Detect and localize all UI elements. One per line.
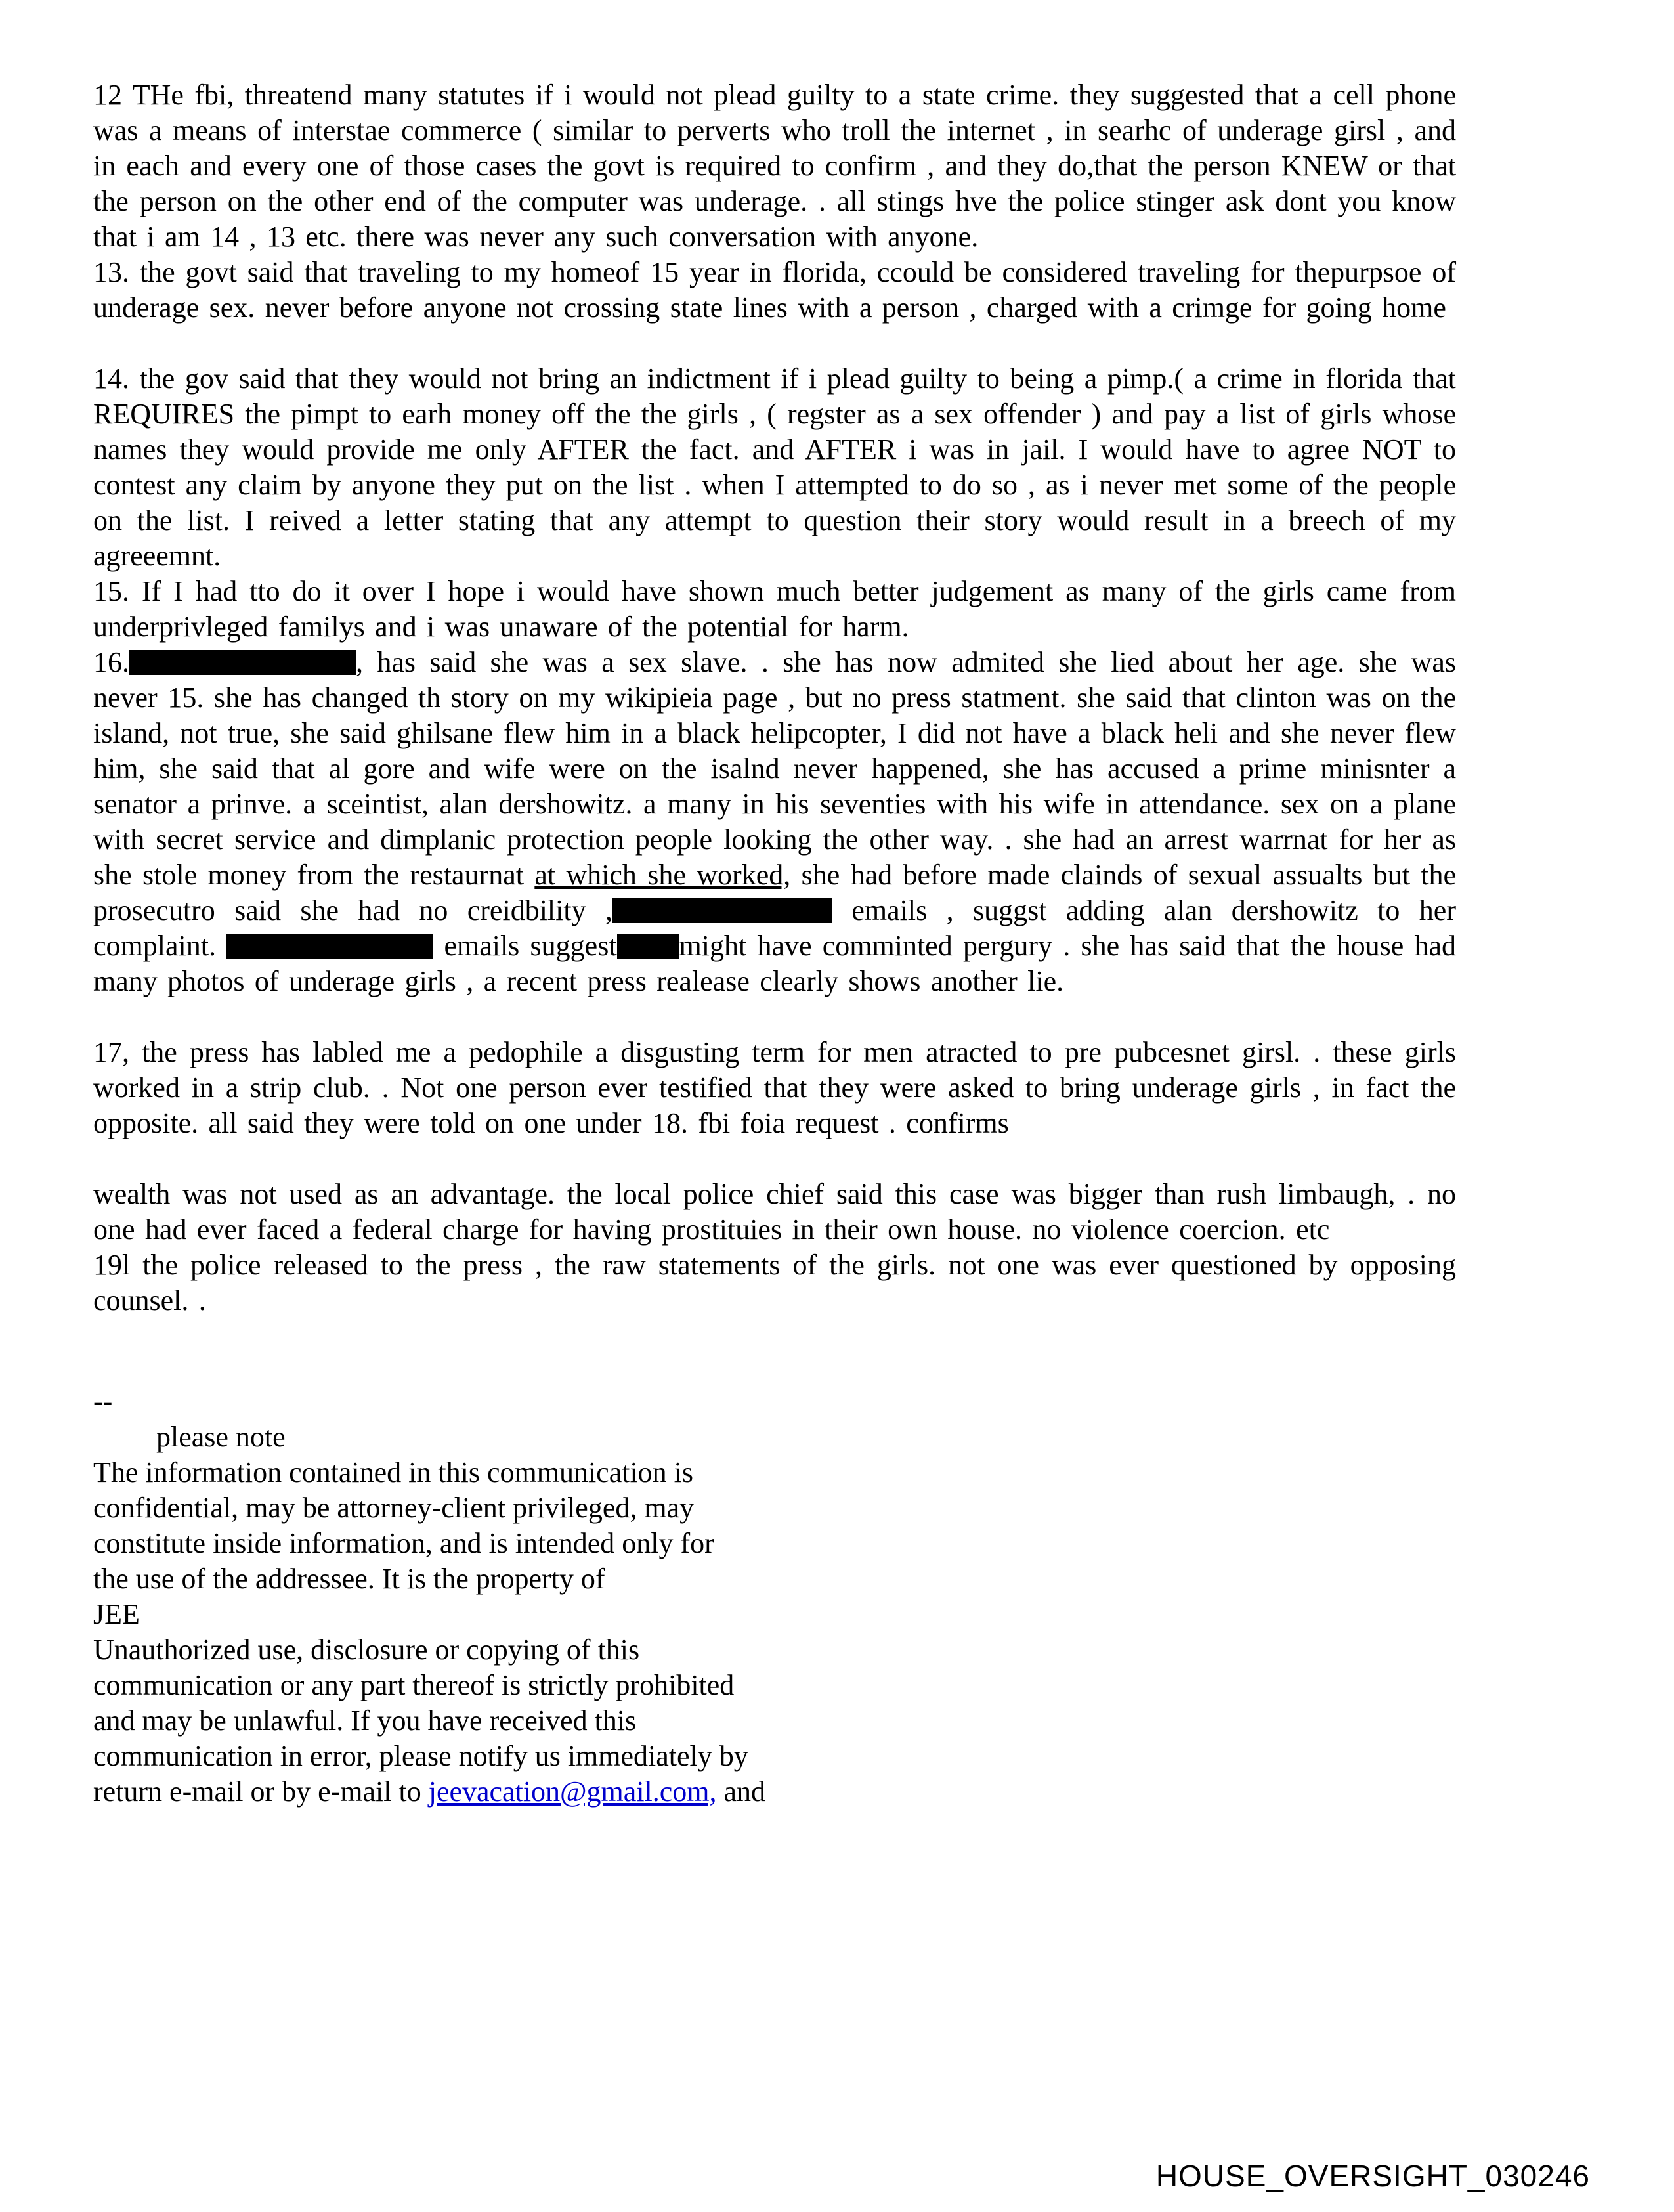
paragraph-19: 19l the police released to the press , the raw statements of the girls. not one was ever questioned by opposing counsel. . [93,1249,1456,1316]
note-last-line [93,1774,920,1810]
note-line: communication in error, please notify us immediately by [93,1740,748,1772]
paragraph-15: 15. If I had tto do it over I hope i would have shown much better judgement as many of the girls came from underprivleged familys and i was unaware of the potential for harm. [93,575,1456,643]
note-heading: please note [156,1421,286,1453]
document-id-label: HOUSE_OVERSIGHT_030246 [1155,2159,1590,2193]
email-link[interactable]: jeevacation@gmail.com, [428,1775,717,1808]
note-line: and may be unlawful. If you have received this [93,1704,637,1737]
note-line: Unauthorized use, disclosure or copying of this [93,1634,640,1666]
paragraph-16-text: emails , suggst adding alan dershowitz to her complaint. [93,894,1456,962]
signature-separator: -- [93,1385,113,1418]
note-line: the use of the addressee. It is the property of [93,1563,605,1595]
confidentiality-note [93,1420,920,1810]
redaction-bar [617,934,679,959]
note-text-after-link: and [716,1775,766,1808]
redaction-bar [612,898,832,923]
note-line: confidential, may be attorney-client privileged, may [93,1492,695,1524]
note-line: communication or any part thereof is strictly prohibited [93,1669,735,1701]
note-line: The information contained in this communication is [93,1456,694,1488]
underlined-phrase: at which she worked, [534,859,791,891]
paragraph-16 [93,645,1456,999]
note-line: JEE [93,1598,140,1630]
redaction-bar [129,650,356,675]
paragraph-18: wealth was not used as an advantage. the local police chief said this case was bigger than rush limbaugh, . no one had ever faced a federal charge for having prostituies in their own house. no violence coercion. etc [93,1178,1456,1246]
paragraph-16-text: she had before made clainds of sexual assualts but the prosecutro said she had no creidbility , [93,859,1457,926]
paragraph-16-text: might have comminted pergury . she has said that the house had many photos of underage girls , a recent press realease clearly shows another lie. [93,930,1457,997]
paragraph-12: 12 THe fbi, threatend many statutes if i would not plead guilty to a state crime. they suggested that a cell phone was a means of interstae commerce ( similar to perverts who troll the internet , in searhc of underage girsl , and in each and every one of those cases the govt is required to confirm , and they do,that the person KNEW or that the person on the other end of the computer was underage. . all stings hve the police stinger ask dont you know that i am 14 , 13 etc. there was never any such conversation with anyone. [93,79,1456,253]
paragraph-14: 14. the gov said that they would not bring an indictment if i plead guilty to being a pimp.( a crime in florida that REQUIRES the pimpt to earh money off the the girls , ( regster as a sex offender ) and pay a list of girls whose names they would provide me only AFTER the fact. and AFTER i was in jail. I would have to agree NOT to contest any claim by anyone they put on the list . when I attempted to do so , as i never met some of the people on the list. I reived a letter stating that any attempt to question their story would result in a breech of my agreeemnt. [93,362,1456,572]
paragraph-13: 13. the govt said that traveling to my homeof 15 year in florida, ccould be considered traveling for thepurpsoe of underage sex. never before anyone not crossing state lines with a person , charged with a crimge for going home [93,256,1456,324]
paragraph-17: 17, the press has labled me a pedophile a disgusting term for men atracted to pre pubcesnet girsl. . these girls worked in a strip club. . Not one person ever testified that they were asked to bring underage girls , in fact the opposite. all said they were told on one under 18. fbi foia request . confirms [93,1036,1456,1139]
redaction-bar [226,934,433,959]
paragraph-16-text: emails suggest [433,930,617,962]
note-line: constitute inside information, and is intended only for [93,1527,714,1559]
note-text-before-link: return e-mail or by e-mail to [93,1775,429,1808]
paragraph-16-text: , has said she was a sex slave. . she has now admited she lied about her age. she was never 15. she has changed th story on my wikipieia page , but no press statment. she said that clinton was on the island, not true, she said ghilsane flew him in a black helipcopter, I did not have a black heli and she never flew him, she said that al gore and wife were on the isalnd never happened, she has accused a prime minisnter a senator a prinve. a sceintist, alan dershowitz. a many in his seventies with his wife in attendance. sex on a plane with secret service and dimplanic protection people looking the other way. . she had an arrest warrnat for her as she stole money from the restaurnat [93,646,1456,891]
paragraph-16-number: 16. [93,646,129,678]
